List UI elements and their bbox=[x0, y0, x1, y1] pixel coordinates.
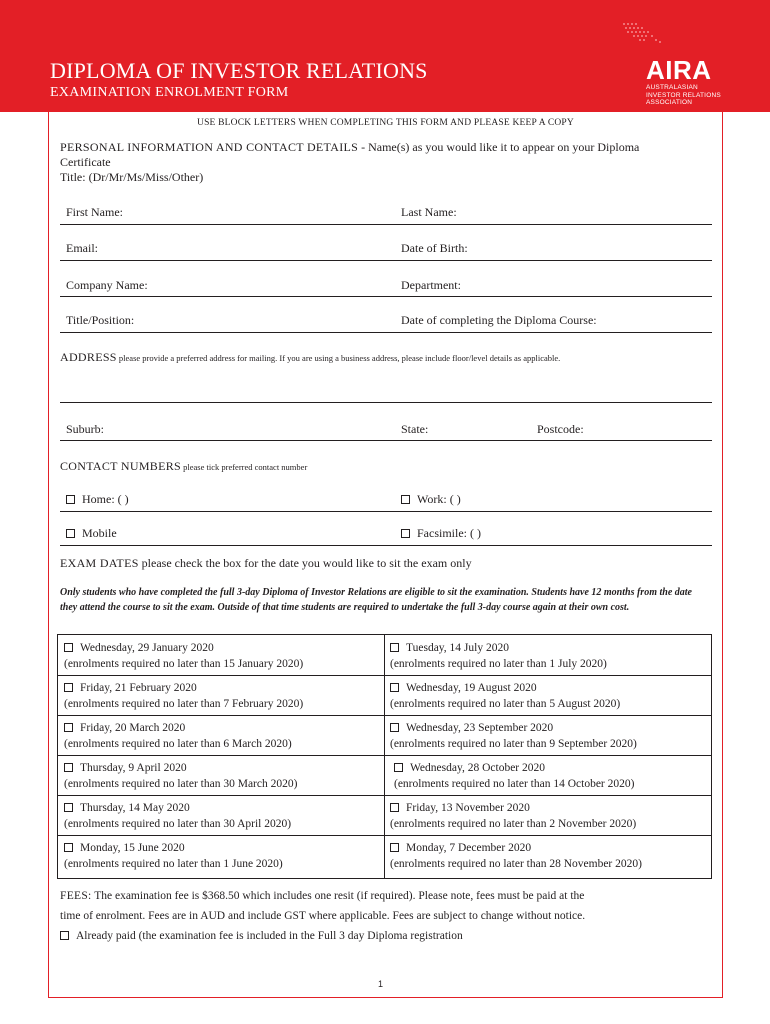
table-divider bbox=[58, 795, 711, 796]
page-number: 1 bbox=[378, 979, 384, 989]
mobile-checkbox[interactable] bbox=[66, 529, 75, 538]
exam-option[interactable] bbox=[390, 680, 620, 712]
logo-wordmark: AIRA bbox=[646, 55, 712, 85]
exam-option[interactable] bbox=[394, 760, 634, 792]
suburb-field[interactable]: Suburb: bbox=[66, 422, 105, 436]
exam-deadline: (enrolments required no later than 7 February 2020) bbox=[64, 698, 304, 710]
company-field[interactable]: Company Name: bbox=[66, 278, 148, 292]
exam-date: Friday, 20 March 2020 bbox=[80, 722, 186, 734]
exam-checkbox[interactable] bbox=[390, 803, 399, 812]
divider bbox=[60, 440, 712, 441]
exam-date: Tuesday, 14 July 2020 bbox=[406, 642, 509, 654]
exam-checkbox[interactable] bbox=[64, 803, 73, 812]
home-checkbox[interactable] bbox=[66, 495, 75, 504]
exam-option[interactable] bbox=[390, 800, 636, 832]
exam-heading: EXAM DATES bbox=[60, 556, 139, 570]
table-divider bbox=[58, 675, 711, 676]
state-field[interactable]: State: bbox=[401, 422, 429, 436]
title-field[interactable]: Title: (Dr/Mr/Ms/Miss/Other) bbox=[60, 170, 204, 184]
table-divider bbox=[58, 755, 711, 756]
divider bbox=[60, 332, 712, 333]
exam-checkbox[interactable] bbox=[390, 643, 399, 652]
already-paid-label: Already paid (the examination fee is included in the Full 3 day Diploma registration bbox=[76, 930, 463, 942]
fax-checkbox[interactable] bbox=[401, 529, 410, 538]
exam-deadline: (enrolments required no later than 9 September 2020) bbox=[390, 738, 637, 750]
first-name-field[interactable]: First Name: bbox=[66, 205, 123, 219]
fax-option[interactable] bbox=[401, 526, 481, 541]
fax-label: Facsimile: ( ) bbox=[417, 526, 481, 540]
logo-line: INVESTOR RELATIONS bbox=[646, 91, 721, 99]
exam-date: Wednesday, 29 January 2020 bbox=[80, 642, 214, 654]
contact-heading: CONTACT NUMBERS bbox=[60, 459, 182, 473]
exam-deadline: (enrolments required no later than 28 November 2020) bbox=[390, 858, 642, 870]
position-field[interactable]: Title/Position: bbox=[66, 313, 135, 327]
exam-date: Friday, 21 February 2020 bbox=[80, 682, 197, 694]
exam-option[interactable] bbox=[390, 720, 637, 752]
exam-option[interactable] bbox=[64, 640, 303, 672]
exam-option[interactable] bbox=[390, 640, 607, 672]
exam-deadline: (enrolments required no later than 1 July 2020) bbox=[390, 658, 607, 670]
exam-deadline: (enrolments required no later than 5 August 2020) bbox=[390, 698, 621, 710]
table-divider bbox=[58, 835, 711, 836]
logo-line: AUSTRALASIAN bbox=[646, 84, 698, 91]
exam-option[interactable] bbox=[64, 680, 303, 712]
exam-option[interactable] bbox=[64, 800, 291, 832]
personal-heading: PERSONAL INFORMATION AND CONTACT DETAILS bbox=[60, 140, 359, 154]
exam-checkbox[interactable] bbox=[64, 763, 73, 772]
exam-checkbox[interactable] bbox=[64, 843, 73, 852]
exam-dates-table bbox=[57, 634, 712, 879]
divider bbox=[60, 545, 712, 546]
address-line[interactable] bbox=[60, 402, 712, 403]
address-heading: ADDRESS bbox=[60, 350, 117, 364]
logo-line: ASSOCIATION bbox=[646, 99, 693, 106]
mobile-label: Mobile bbox=[82, 526, 117, 540]
fees-text-2: time of enrolment. Fees are in AUD and include GST where applicable. Fees are subject to change without notice. bbox=[60, 910, 586, 922]
exam-deadline: (enrolments required no later than 14 October 2020) bbox=[394, 778, 635, 790]
exam-checkbox[interactable] bbox=[390, 683, 399, 692]
last-name-field[interactable]: Last Name: bbox=[401, 205, 457, 219]
exam-checkbox[interactable] bbox=[64, 683, 73, 692]
postcode-field[interactable]: Postcode: bbox=[537, 422, 584, 436]
exam-deadline: (enrolments required no later than 30 March 2020) bbox=[64, 778, 298, 790]
form-title: DIPLOMA OF INVESTOR RELATIONS bbox=[50, 58, 428, 83]
exam-note: please check the box for the date you would like to sit the exam only bbox=[138, 556, 472, 570]
exam-deadline: (enrolments required no later than 1 June 2020) bbox=[64, 858, 283, 870]
exam-date: Monday, 7 December 2020 bbox=[406, 842, 532, 854]
exam-checkbox[interactable] bbox=[64, 643, 73, 652]
already-paid-checkbox[interactable] bbox=[60, 931, 69, 940]
exam-date: Monday, 15 June 2020 bbox=[80, 842, 185, 854]
exam-date: Friday, 13 November 2020 bbox=[406, 802, 530, 814]
exam-deadline: (enrolments required no later than 30 April 2020) bbox=[64, 818, 292, 830]
table-divider bbox=[384, 635, 385, 878]
divider bbox=[60, 296, 712, 297]
exam-deadline: (enrolments required no later than 15 January 2020) bbox=[64, 658, 304, 670]
exam-date: Wednesday, 19 August 2020 bbox=[406, 682, 537, 694]
exam-date: Thursday, 9 April 2020 bbox=[80, 762, 187, 774]
exam-option[interactable] bbox=[390, 840, 642, 872]
exam-deadline: (enrolments required no later than 6 March 2020) bbox=[64, 738, 292, 750]
exam-date: Thursday, 14 May 2020 bbox=[80, 802, 190, 814]
dot-map-graphic bbox=[618, 20, 668, 46]
divider bbox=[60, 260, 712, 261]
fees-heading: FEES: bbox=[60, 890, 92, 902]
aira-logo bbox=[646, 56, 738, 107]
exam-checkbox[interactable] bbox=[390, 723, 399, 732]
instruction-text: USE BLOCK LETTERS WHEN COMPLETING THIS FORM AND PLEASE KEEP A COPY bbox=[197, 118, 574, 128]
exam-checkbox[interactable] bbox=[394, 763, 403, 772]
personal-heading-note: - Name(s) as you would like it to appear on your Diploma bbox=[358, 140, 640, 154]
eligibility-note: Only students who have completed the full 3-day Diploma of Investor Relations are eligible to sit the examination. Students have 12 months from the date they attend the course to sit the exam. Outside of that time students are required to undertake the full 3-day course again at their own cost. bbox=[60, 587, 692, 613]
exam-option[interactable] bbox=[64, 840, 283, 872]
work-label: Work: ( ) bbox=[417, 492, 461, 506]
exam-section-heading bbox=[60, 556, 472, 571]
home-phone-option[interactable] bbox=[66, 492, 129, 507]
already-paid-option[interactable] bbox=[60, 930, 463, 942]
table-divider bbox=[58, 715, 711, 716]
divider bbox=[60, 511, 712, 512]
home-label: Home: ( ) bbox=[82, 492, 129, 506]
exam-deadline: (enrolments required no later than 2 November 2020) bbox=[390, 818, 637, 830]
exam-option[interactable] bbox=[64, 720, 292, 752]
work-phone-option[interactable] bbox=[401, 492, 461, 507]
department-field[interactable]: Department: bbox=[401, 278, 461, 292]
address-section-heading bbox=[60, 350, 560, 365]
contact-section-heading bbox=[60, 459, 307, 474]
personal-heading-note2: Certificate bbox=[60, 155, 111, 169]
personal-section-heading bbox=[60, 140, 639, 185]
form-subtitle: EXAMINATION ENROLMENT FORM bbox=[50, 85, 289, 100]
exam-checkbox[interactable] bbox=[390, 843, 399, 852]
exam-checkbox[interactable] bbox=[64, 723, 73, 732]
fees-section bbox=[60, 890, 584, 902]
dob-field[interactable]: Date of Birth: bbox=[401, 241, 468, 255]
divider bbox=[60, 224, 712, 225]
fees-text-1: The examination fee is $368.50 which includes one resit (if required). Please note, fees must be paid at the bbox=[91, 890, 585, 902]
course-date-field[interactable]: Date of completing the Diploma Course: bbox=[401, 313, 597, 327]
mobile-phone-option[interactable] bbox=[66, 526, 117, 541]
contact-note: please tick preferred contact number bbox=[181, 462, 308, 472]
exam-date: Wednesday, 23 September 2020 bbox=[406, 722, 554, 734]
exam-date: Wednesday, 28 October 2020 bbox=[410, 762, 546, 774]
exam-option[interactable] bbox=[64, 760, 297, 792]
email-field[interactable]: Email: bbox=[66, 241, 98, 255]
address-note: please provide a preferred address for mailing. If you are using a business address, please include floor/level details as applicable. bbox=[116, 353, 561, 363]
work-checkbox[interactable] bbox=[401, 495, 410, 504]
